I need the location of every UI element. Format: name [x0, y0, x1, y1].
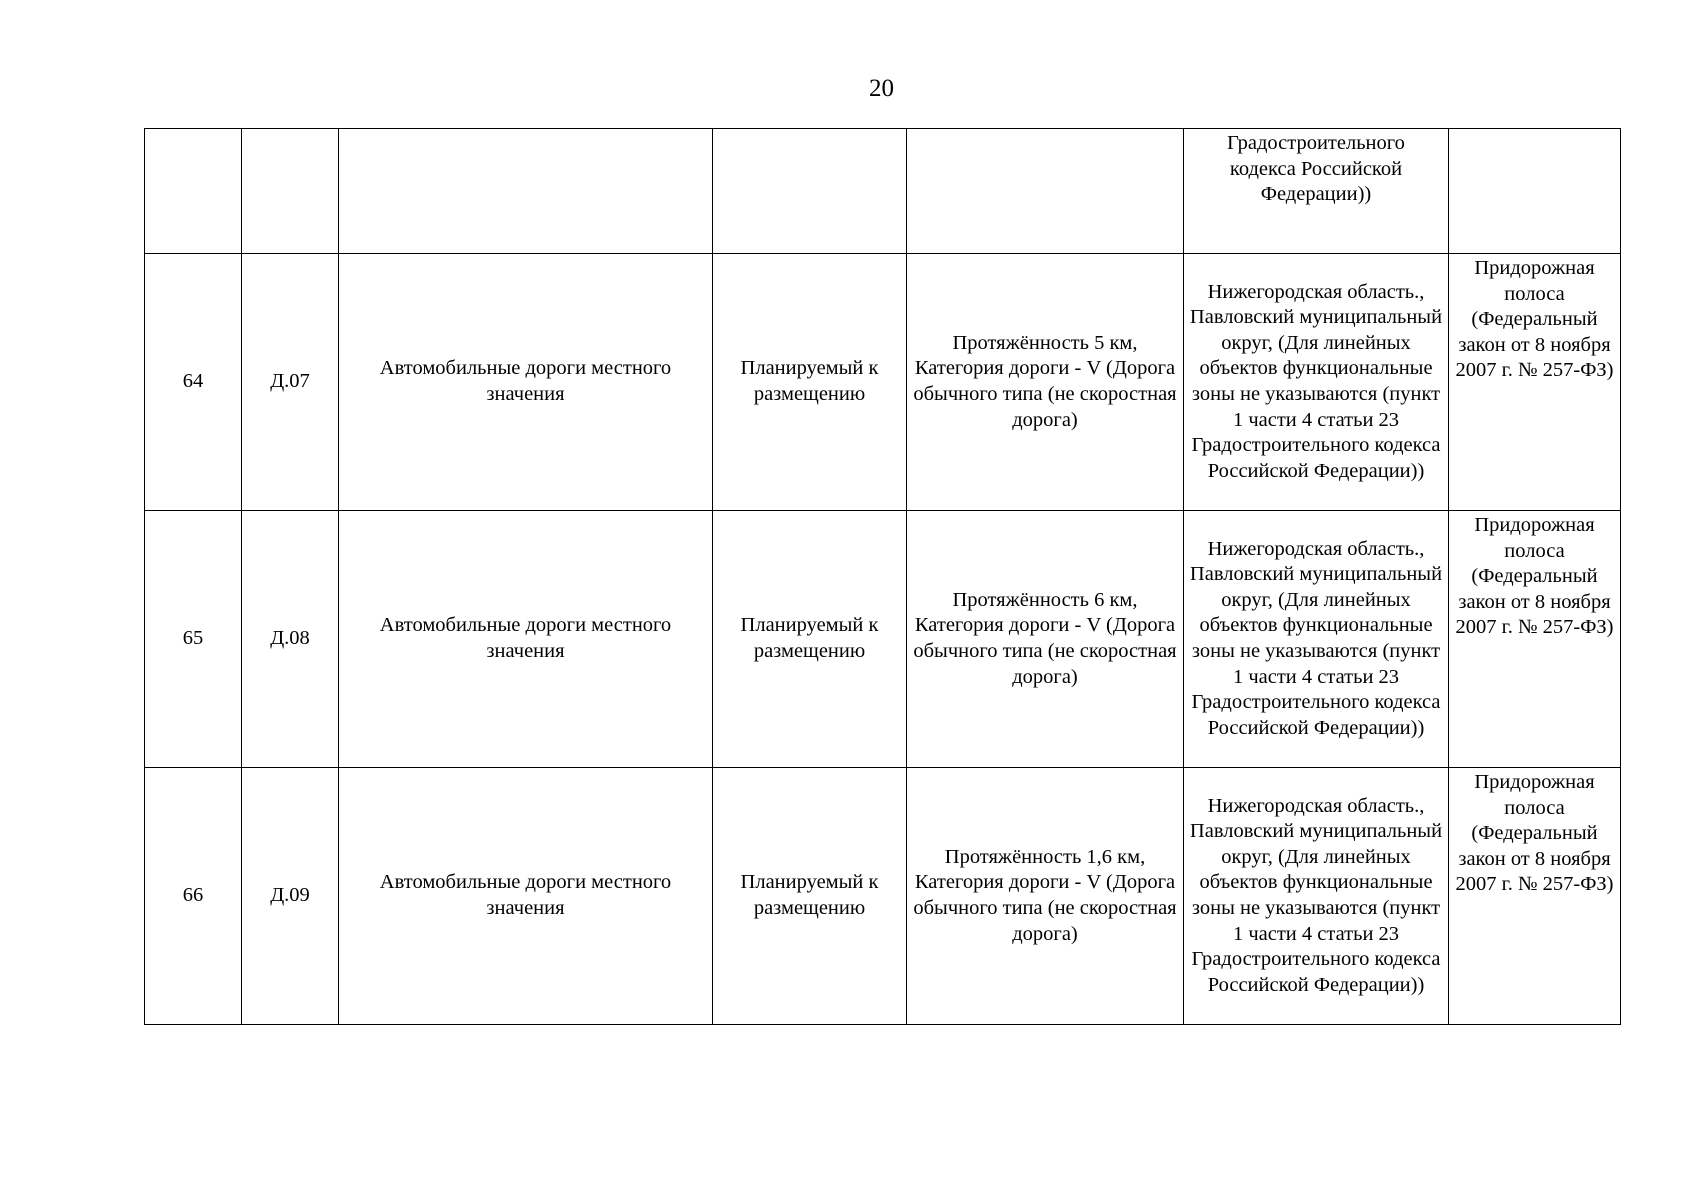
- cell-location: Нижегородская область., Павловский муниципальный округ, (Для линейных объектов функциональные зоны не указываются (пункт 1 части 4 статьи 23 Градостроительного кодекса Российской Федерации)): [1184, 254, 1449, 511]
- cell-num: 64: [145, 254, 242, 511]
- table-row: [145, 768, 1621, 1025]
- cell-status: Планируемый к размещению: [713, 511, 907, 768]
- cell-zone: Придорожная полоса (Федеральный закон от 8 ноября 2007 г. № 257-ФЗ): [1449, 254, 1621, 511]
- cell-location: Нижегородская область., Павловский муниципальный округ, (Для линейных объектов функциональные зоны не указываются (пункт 1 части 4 статьи 23 Градостроительного кодекса Российской Федерации)): [1184, 511, 1449, 768]
- cell-zone: Придорожная полоса (Федеральный закон от 8 ноября 2007 г. № 257-ФЗ): [1449, 768, 1621, 1025]
- cell-name: [339, 129, 713, 254]
- objects-table: [144, 128, 1621, 1025]
- cell-name: Автомобильные дороги местного значения: [339, 511, 713, 768]
- cell-code: Д.09: [242, 768, 339, 1025]
- cell-characteristics: Протяжённость 6 км, Категория дороги - V (Дорога обычного типа (не скоростная дорога): [907, 511, 1184, 768]
- cell-num: 65: [145, 511, 242, 768]
- cell-location: [1184, 129, 1449, 254]
- cell-name: Автомобильные дороги местного значения: [339, 768, 713, 1025]
- cell-characteristics: Протяжённость 5 км, Категория дороги - V (Дорога обычного типа (не скоростная дорога): [907, 254, 1184, 511]
- cell-status: [713, 129, 907, 254]
- table-row-continuation: [145, 129, 1621, 254]
- cell-characteristics: Протяжённость 1,6 км, Категория дороги - V (Дорога обычного типа (не скоростная дорога): [907, 768, 1184, 1025]
- page-number: 20: [869, 75, 894, 102]
- cell-status: Планируемый к размещению: [713, 254, 907, 511]
- cell-characteristics: [907, 129, 1184, 254]
- cell-status: Планируемый к размещению: [713, 768, 907, 1025]
- location-tail-text: Градостроительного кодекса Российской Федерации)): [1227, 132, 1405, 206]
- cell-code: Д.07: [242, 254, 339, 511]
- table-row: [145, 511, 1621, 768]
- cell-zone: Придорожная полоса (Федеральный закон от 8 ноября 2007 г. № 257-ФЗ): [1449, 511, 1621, 768]
- cell-num: [145, 129, 242, 254]
- cell-name: Автомобильные дороги местного значения: [339, 254, 713, 511]
- cell-code: [242, 129, 339, 254]
- cell-location: Нижегородская область., Павловский муниципальный округ, (Для линейных объектов функциональные зоны не указываются (пункт 1 части 4 статьи 23 Градостроительного кодекса Российской Федерации)): [1184, 768, 1449, 1025]
- cell-zone: [1449, 129, 1621, 254]
- cell-code: Д.08: [242, 511, 339, 768]
- table-row: [145, 254, 1621, 511]
- cell-num: 66: [145, 768, 242, 1025]
